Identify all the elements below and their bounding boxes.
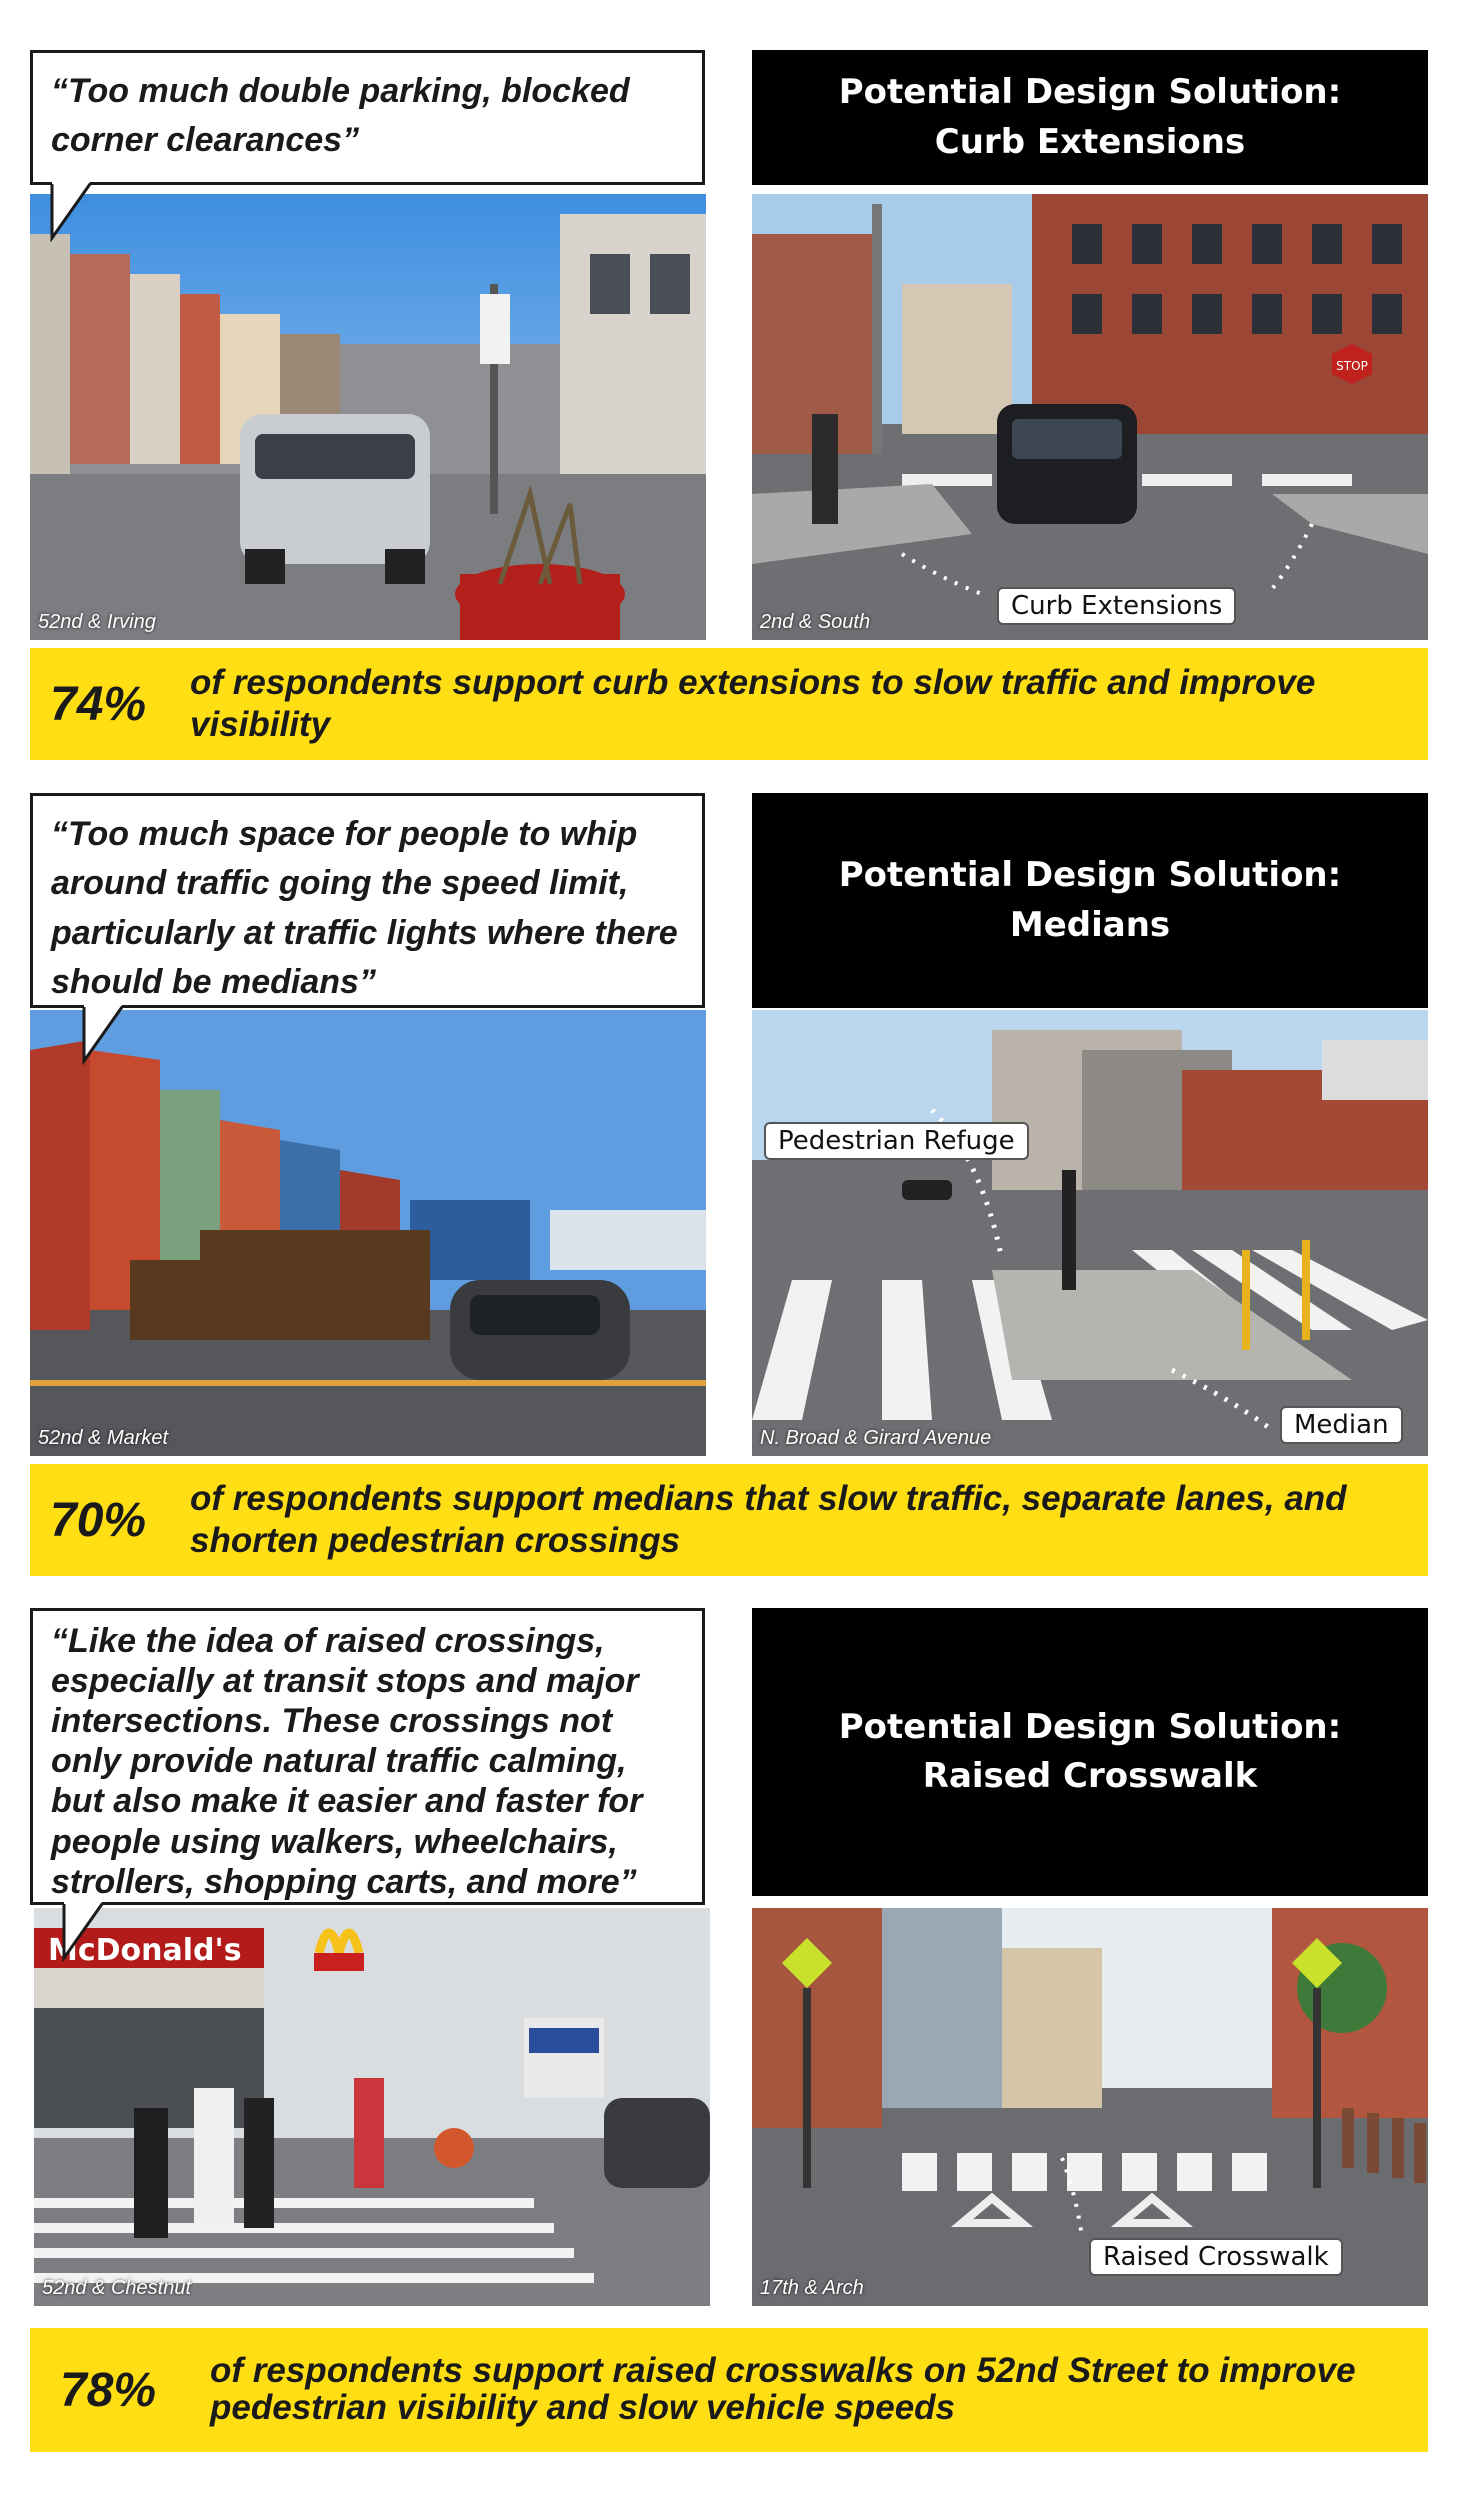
- solution-label: Potential Design Solution:: [838, 72, 1342, 113]
- solution-title: Raised Crosswalk: [922, 1756, 1258, 1796]
- support-stat-banner: [30, 2328, 1428, 2452]
- stop-sign-text: STOP: [1336, 359, 1368, 373]
- resident-quote: “Like the idea of raised crossings, especially at transit stops and major intersections. These crossings not only provide natural traffic calming, but also make it easier and faster for people using walkers, wheelchairs, strollers, shopping carts, and more”: [30, 1608, 705, 1905]
- photo-location-caption: 52nd & Irving: [38, 611, 156, 633]
- speech-bubble-tail: [30, 182, 110, 242]
- support-percent: 78%: [60, 2363, 157, 2417]
- photo-location-caption: 52nd & Chestnut: [42, 2277, 191, 2299]
- support-statement: of respondents support raised crosswalks on 52nd Street to improve pedestrian visibility and slow vehicle speeds: [210, 2351, 1356, 2427]
- support-statement: of respondents support curb extensions to slow traffic and improve visibility: [190, 663, 1316, 744]
- street-photo-52nd-market: [30, 1010, 706, 1456]
- solution-label: Potential Design Solution:: [838, 1706, 1342, 1747]
- street-photo-2nd-south: [752, 194, 1428, 640]
- photo-location-caption: 52nd & Market: [38, 1427, 169, 1449]
- speech-bubble-tail: [42, 1902, 122, 1962]
- solution-label: Potential Design Solution:: [838, 855, 1342, 896]
- photo-location-caption: 2nd & South: [760, 611, 871, 633]
- support-stat-banner: [30, 1464, 1428, 1576]
- speech-bubble-tail: [62, 1005, 142, 1065]
- photo-location-caption: 17th & Arch: [760, 2277, 864, 2299]
- street-photo-broad-girard: [752, 1010, 1428, 1456]
- solution-title: Curb Extensions: [934, 121, 1246, 162]
- resident-quote: “Too much space for people to whip around traffic going the speed limit, particularly at traffic lights where there should be medians”: [30, 793, 705, 1008]
- callout-pedestrian-refuge: Pedestrian Refuge: [764, 1122, 1029, 1160]
- support-stat-banner: [30, 648, 1428, 760]
- design-solution-header: [752, 50, 1428, 185]
- street-photo-17th-arch: [752, 1908, 1428, 2306]
- resident-quote: “Too much double parking, blocked corner clearances”: [30, 50, 705, 185]
- callout-raised-crosswalk: Raised Crosswalk: [1089, 2238, 1343, 2276]
- street-photo-52nd-irving: [30, 194, 706, 640]
- photo-location-caption: N. Broad & Girard Avenue: [760, 1427, 992, 1449]
- support-statement: of respondents support medians that slow traffic, separate lanes, and shorten pedestrian crossings: [190, 1479, 1347, 1560]
- mcdonalds-sign-text: McDonald's: [48, 1933, 242, 1968]
- support-percent: 70%: [50, 1493, 147, 1547]
- design-solution-header: [752, 793, 1428, 1008]
- callout-median: Median: [1280, 1406, 1403, 1444]
- support-percent: 74%: [50, 677, 147, 731]
- solution-title: Medians: [1009, 904, 1171, 945]
- design-solution-header: [752, 1608, 1428, 1896]
- callout-curb-extensions: Curb Extensions: [997, 587, 1236, 625]
- street-photo-52nd-chestnut: [34, 1908, 710, 2306]
